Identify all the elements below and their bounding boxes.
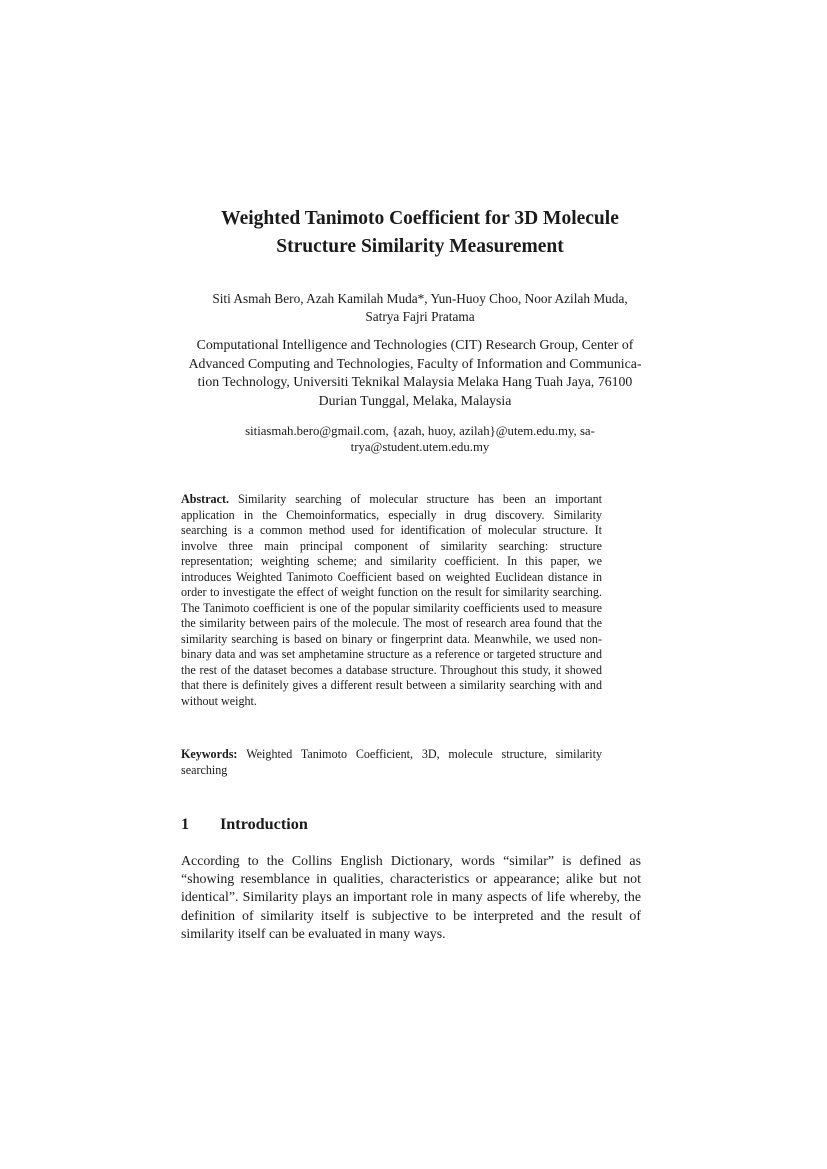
authors-line: Satrya Fajri Pratama [365, 309, 475, 324]
author-emails [210, 423, 630, 455]
title-line: Weighted Tanimoto Coefficient for 3D Molecule [221, 208, 619, 229]
author-list [150, 290, 690, 326]
title-line: Structure Similarity Measurement [276, 236, 564, 257]
abstract-label: Abstract. [181, 492, 238, 506]
affiliation [170, 336, 660, 410]
affiliation-line: Durian Tunggal, Melaka, Malaysia [318, 392, 512, 408]
email-line: trya@student.utem.edu.my [350, 440, 490, 454]
section-number: 1 [181, 815, 190, 833]
keywords-label: Keywords: [181, 747, 247, 761]
intro-paragraph: According to the Collins English Dictionary, words “similar” is defined as “showing resemblance in qualities, characteristics or appearance; alike but not identical”. Similarity plays an important role in many aspects of life whereby, the definition of similarity itself is subjective to be interpreted and the result of similarity itself can be evaluated in many ways. [181, 854, 641, 942]
affiliation-line: Computational Intelligence and Technologies (CIT) Research Group, Center of [196, 337, 634, 352]
keywords-text: Weighted Tanimoto Coefficient, 3D, molecule structure, similarity searching [181, 747, 603, 777]
abstract [181, 492, 602, 709]
paper-title [160, 205, 680, 261]
section-title: Introduction [220, 815, 308, 833]
affiliation-line: tion Technology, Universiti Teknikal Malaysia Melaka Hang Tuah Jaya, 76100 [197, 374, 633, 389]
email-line: sitiasmah.bero@gmail.com, {azah, huoy, azilah}@utem.edu.my, sa- [245, 424, 595, 438]
affiliation-line: Advanced Computing and Technologies, Faculty of Information and Communica- [188, 355, 642, 371]
section-heading [181, 814, 308, 834]
authors-line: Siti Asmah Bero, Azah Kamilah Muda*, Yun-Huoy Choo, Noor Azilah Muda, [212, 291, 628, 306]
keywords [181, 747, 602, 778]
abstract-text: Similarity searching of molecular structure has been an important application in the Chemoinformatics, especially in drug discovery. Similarity searching is a common method used for identification of molecular structure. It involve three main principal component of similarity searching: structure representation; weighting scheme; and similarity coefficient. In this paper, we introduces Weighted Tanimoto Coefficient based on weighted Euclidean distance in order to investigate the effect of weight function on the result for similarity searching. The Tanimoto coefficient is one of the popular similarity coefficients used to measure the similarity between pairs of the molecule. The most of research area found that the similarity searching is based on binary or fingerprint data. Meanwhile, we used non-binary data and was set amphetamine structure as a reference or targeted structure and the rest of the dataset becomes a database structure. Throughout this study, it showed that there is definitely gives a different result between a similarity searching with and without weight. [181, 492, 602, 708]
